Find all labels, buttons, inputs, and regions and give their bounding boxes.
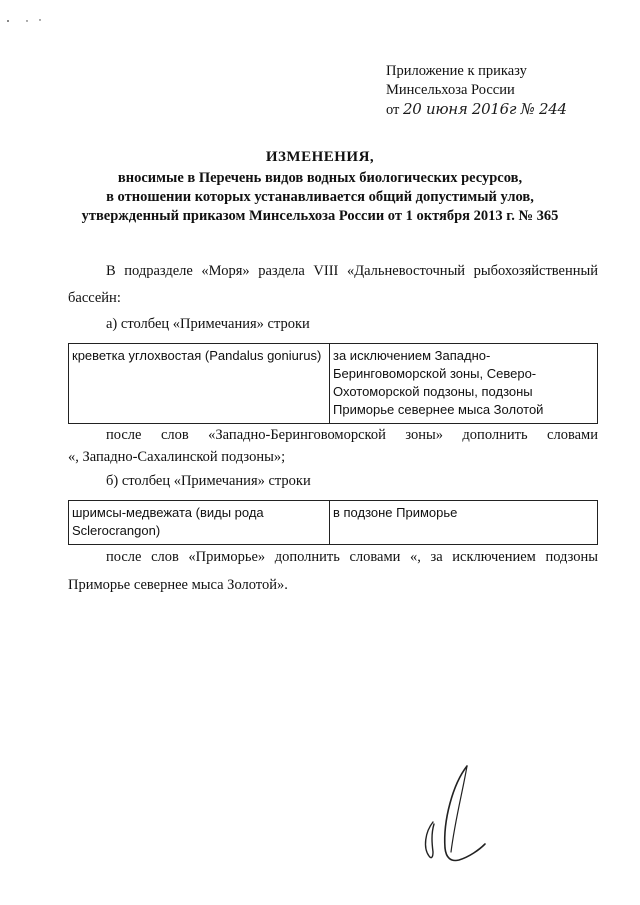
appendix-header xyxy=(386,62,567,120)
table-cell-species: креветка углохвостая (Pandalus goniurus) xyxy=(69,344,330,424)
table-cell-species: шримсы-медвежата (виды рода Sclerocrangon) xyxy=(69,501,330,545)
intro-line-1: В подразделе «Моря» раздела VIII «Дальневосточный рыбохозяйственный xyxy=(106,263,598,279)
handwritten-date: 20 июня 2016г № 244 xyxy=(403,100,567,118)
item-b-label xyxy=(68,470,598,492)
table-cell-notes: за исключением Западно-Беринговоморской зоны, Северо-Охотоморской подзоны, подзоны Приморье севернее мыса Золотой xyxy=(330,344,598,424)
appendix-date-prefix: от xyxy=(386,102,400,118)
item-b-amendment xyxy=(68,546,598,596)
document-title xyxy=(0,148,640,226)
table-row xyxy=(69,344,598,424)
item-b-after-line-1: после слов «Приморье» дополнить словами «, за исключением подзоны xyxy=(106,549,598,565)
appendix-date-line xyxy=(386,100,567,120)
item-b-after-line-2: Приморье севернее мыса Золотой». xyxy=(68,577,288,593)
item-a-table xyxy=(68,343,598,424)
item-a-after-line-2: «, Западно-Сахалинской подзоны»; xyxy=(68,449,286,465)
intro-paragraph xyxy=(68,260,598,309)
item-b-label-text: б) столбец «Примечания» строки xyxy=(106,473,311,489)
item-a-label xyxy=(68,313,598,335)
item-a-amendment xyxy=(68,424,598,468)
item-b-table xyxy=(68,500,598,545)
title-line-2: в отношении которых устанавливается общий допустимый улов, xyxy=(106,189,534,205)
title-heading: ИЗМЕНЕНИЯ, xyxy=(265,149,375,165)
table-row xyxy=(69,501,598,545)
scan-specks xyxy=(0,0,60,30)
appendix-line-2: Минсельхоза России xyxy=(386,82,515,98)
appendix-line-1: Приложение к приказу xyxy=(386,63,527,79)
item-a-label-text: а) столбец «Примечания» строки xyxy=(106,316,310,332)
handwritten-signature xyxy=(415,760,525,870)
title-line-1: вносимые в Перечень видов водных биологических ресурсов, xyxy=(117,170,523,186)
intro-line-2: бассейн: xyxy=(68,290,121,306)
table-cell-notes: в подзоне Приморье xyxy=(330,501,598,545)
title-line-3: утвержденный приказом Минсельхоза России от 1 октября 2013 г. № 365 xyxy=(81,208,559,224)
item-a-after-line-1: после слов «Западно-Беринговоморской зоны» дополнить словами xyxy=(106,427,598,443)
